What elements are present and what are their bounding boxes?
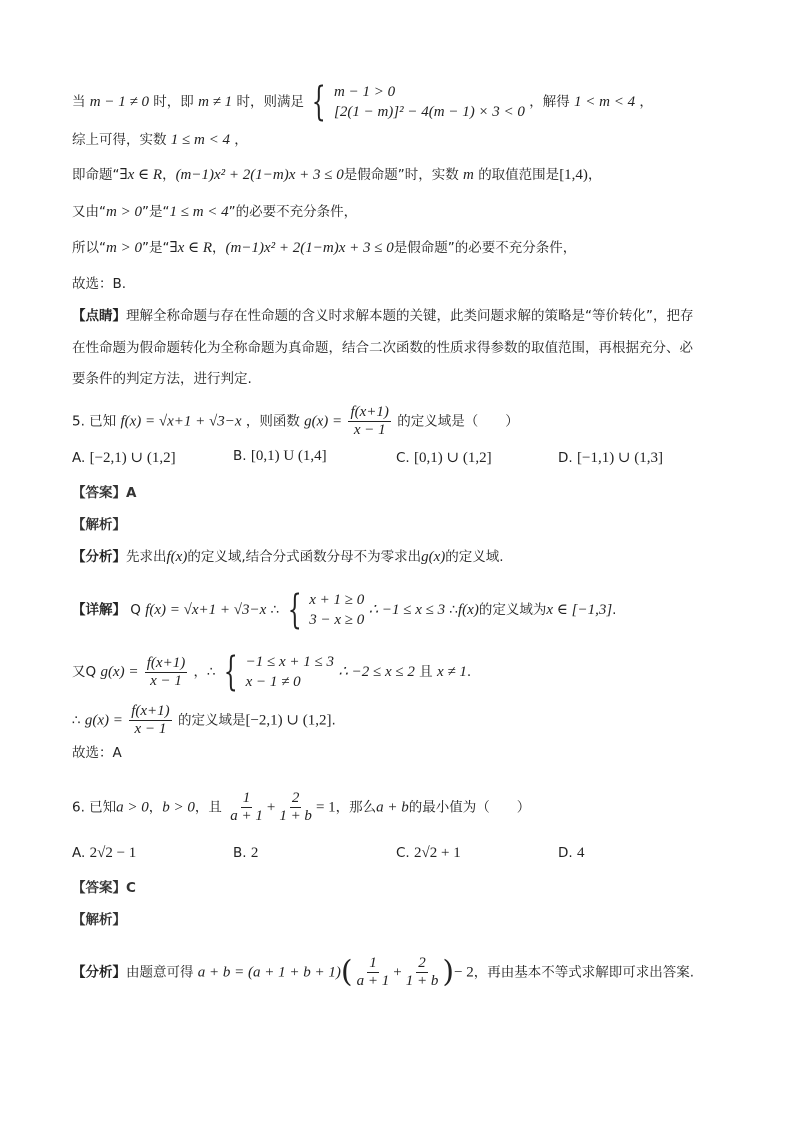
fraction — [129, 703, 171, 738]
math: g(x) = — [100, 664, 139, 680]
math: b > 0 — [162, 799, 195, 816]
fraction — [228, 790, 265, 825]
math: ∴ −2 ≤ x ≤ 2 — [338, 664, 415, 680]
denominator: x − 1 — [150, 672, 182, 689]
system-row: −1 ≤ x + 1 ≤ 3 — [245, 654, 335, 670]
system-row: m − 1 > 0 — [334, 84, 396, 100]
denominator: 1 + b — [405, 973, 439, 989]
system-row: x − 1 ≠ 0 — [245, 674, 301, 690]
line-p7-3: 要条件的判定方法，进行判定. — [72, 371, 252, 387]
math: m ≠ 1 — [198, 94, 233, 110]
math: x ∈ [−1,3] — [546, 602, 613, 618]
math: f(x) — [166, 549, 188, 565]
text: 的定义域. — [445, 549, 504, 565]
math: a > 0 — [116, 799, 149, 816]
answer: 【答案】A — [72, 485, 137, 501]
option-label: B. — [233, 845, 247, 861]
fraction — [355, 955, 392, 990]
math: [1,4) — [559, 167, 588, 183]
math: m > 0 — [106, 240, 142, 256]
text: 先求出 — [126, 549, 167, 565]
option-label: D. — [558, 450, 573, 466]
option-value: [−1,1) ∪ (1,3] — [576, 450, 663, 466]
text: ， — [639, 94, 653, 110]
text: ∴ — [72, 712, 81, 729]
text: 的最小值为（ ） — [408, 799, 531, 816]
math: g(x) = — [84, 712, 123, 729]
numerator: 2 — [291, 790, 300, 806]
text: ∴ — [270, 602, 280, 618]
system-row: x + 1 ≥ 0 — [309, 592, 365, 608]
denominator: 1 + b — [279, 808, 312, 824]
math: + — [266, 799, 276, 816]
line-p7-1 — [72, 306, 694, 326]
q6-option-a[interactable] — [72, 845, 136, 862]
math: [−2,1) ∪ (1,2] — [245, 712, 332, 729]
text: 当 — [72, 94, 86, 110]
analysis-heading: 【解析】 — [72, 517, 126, 533]
q6-option-c[interactable] — [396, 845, 461, 862]
question-5 — [72, 404, 519, 439]
text: . — [331, 712, 336, 729]
text: ， — [587, 167, 602, 183]
analysis-heading: 【解析】 — [72, 912, 126, 928]
math: x ≠ 1 — [436, 664, 467, 680]
option-label: A. — [72, 450, 86, 466]
text: . — [612, 602, 617, 618]
text: . — [466, 664, 472, 680]
math: f(x) = √x+1 + √3−x — [145, 602, 267, 618]
text: 由题意可得 — [126, 964, 194, 981]
option-value: 2√2 − 1 — [89, 845, 137, 861]
question-number: 6. 已知 — [72, 799, 117, 816]
choice: 故选：A — [72, 745, 122, 761]
text: 即命题“ — [72, 167, 120, 183]
text: 的取值范围是 — [478, 167, 560, 183]
denominator: x − 1 — [134, 721, 167, 737]
math: g(x) = — [304, 413, 343, 430]
tag: 【点睛】 — [72, 308, 126, 324]
option-value: [0,1) U (1,4] — [250, 448, 327, 464]
q5-option-b[interactable] — [233, 448, 327, 465]
text: 又Q — [72, 664, 97, 680]
text: 综上可得，实数 — [72, 132, 167, 148]
text: ，则函数 — [245, 413, 300, 430]
option-label: C. — [396, 450, 410, 466]
q5-option-c[interactable] — [396, 448, 492, 467]
text: ， — [234, 132, 248, 148]
text: 的定义域,结合分式函数分母不为零求出 — [187, 549, 422, 565]
numerator: f(x+1) — [131, 703, 170, 719]
detail-solution-2 — [72, 649, 472, 695]
option-value: 2 — [250, 845, 259, 861]
text: ，且 — [194, 799, 222, 816]
denominator: a + 1 — [230, 808, 263, 824]
text: ， — [212, 240, 226, 256]
q5-option-a[interactable] — [72, 448, 176, 467]
denominator: a + 1 — [356, 973, 390, 989]
text: ”的必要不充分条件， — [228, 204, 358, 220]
brace: { — [223, 649, 238, 695]
paren-right: ) — [442, 954, 455, 990]
math: m − 1 ≠ 0 — [89, 94, 149, 110]
math: 1 < m < 4 — [574, 94, 636, 110]
text: 的定义域是（ ） — [397, 413, 519, 430]
text: ，∴ — [193, 664, 216, 680]
option-value: [−2,1) ∪ (1,2] — [89, 450, 176, 466]
q5-option-d[interactable] — [558, 448, 663, 467]
tag: 【分析】 — [72, 964, 126, 981]
math: − 2 — [454, 964, 474, 981]
math: (m−1)x² + 2(1−m)x + 3 ≤ 0 — [225, 240, 394, 256]
line-p2 — [72, 130, 248, 150]
option-value: 4 — [576, 845, 585, 861]
fraction — [348, 404, 390, 439]
text: Q — [130, 602, 141, 618]
option-value: 2√2 + 1 — [414, 845, 461, 861]
text: ”是“ — [141, 204, 170, 220]
text: ， — [148, 799, 163, 816]
math: (m−1)x² + 2(1−m)x + 3 ≤ 0 — [175, 167, 344, 183]
text: ，解得 — [529, 94, 570, 110]
numerator: 2 — [418, 955, 426, 971]
text: 且 — [419, 664, 433, 680]
math: = 1 — [315, 799, 336, 816]
math: a + b — [376, 799, 409, 816]
text: 的定义域为 — [478, 602, 547, 618]
math: ∃x ∈ R — [119, 167, 163, 183]
line-p4 — [72, 202, 357, 222]
analysis — [72, 547, 504, 567]
question-6 — [72, 790, 530, 825]
system — [309, 590, 364, 630]
line-p6: 故选：B. — [72, 276, 127, 292]
text: 的定义域是 — [177, 712, 246, 729]
line-p3 — [72, 165, 601, 185]
text: 时，则满足 — [236, 94, 304, 110]
tag: 【详解】 — [72, 602, 126, 618]
system-row: 3 − x ≥ 0 — [309, 612, 365, 628]
text: 时，即 — [153, 94, 194, 110]
math: m > 0 — [106, 204, 142, 220]
detail-solution — [72, 587, 617, 633]
conclusion — [72, 703, 336, 738]
numerator: f(x+1) — [146, 654, 186, 671]
text: ， — [162, 167, 176, 183]
math: ∃x ∈ R — [169, 240, 213, 256]
line-p5 — [72, 238, 576, 258]
option-label: B. — [233, 448, 247, 464]
paren-left: ( — [340, 954, 353, 990]
math: + — [393, 964, 402, 981]
option-value: [0,1) ∪ (1,2] — [414, 450, 492, 466]
fraction — [145, 655, 187, 690]
text: 又由“ — [72, 204, 106, 220]
math: m — [463, 167, 474, 183]
option-label: C. — [396, 845, 410, 861]
text: ，那么 — [335, 799, 377, 816]
math: g(x) — [421, 549, 446, 565]
math: 1 ≤ m < 4 — [170, 132, 230, 148]
text: 理解全称命题与存在性命题的含义时求解本题的关键，此类问题求解的策略是“等价转化”，把存 — [126, 308, 694, 324]
text: ，再由基本不等式求解即可求出答案. — [473, 964, 695, 981]
numerator: f(x+1) — [350, 404, 389, 420]
math: ∴ −1 ≤ x ≤ 3 — [368, 602, 446, 618]
numerator: 1 — [369, 955, 377, 971]
tag: 【分析】 — [72, 549, 126, 565]
answer: 【答案】C — [72, 880, 136, 896]
system — [246, 652, 334, 692]
option-label: A. — [72, 845, 86, 861]
text: ∴ — [449, 602, 459, 618]
math: f(x) = √x+1 + √3−x — [120, 413, 242, 430]
system — [334, 82, 525, 122]
q6-option-d[interactable] — [558, 845, 584, 862]
text: ”是“ — [141, 240, 170, 256]
brace: { — [287, 587, 302, 633]
question-number: 5. 已知 — [72, 413, 117, 430]
brace: { — [311, 79, 326, 125]
denominator: x − 1 — [353, 422, 386, 438]
q6-option-b[interactable] — [233, 845, 258, 862]
fraction — [277, 790, 314, 825]
option-label: D. — [558, 845, 573, 861]
text: 是假命题”时，实数 — [343, 167, 459, 183]
line-p1 — [72, 79, 653, 125]
math: f(x) — [458, 602, 479, 618]
fraction — [404, 955, 441, 990]
analysis — [72, 955, 694, 990]
numerator: 1 — [242, 790, 251, 806]
math: 1 ≤ m < 4 — [169, 204, 229, 220]
line-p7-2: 在性命题为假命题转化为全称命题为真命题，结合二次函数的性质求得参数的取值范围，再根据充分、必 — [72, 340, 693, 356]
text: 是假命题”的必要不充分条件， — [393, 240, 577, 256]
text: 所以“ — [72, 240, 106, 256]
math: a + b = (a + 1 + b + 1) — [197, 964, 341, 981]
system-row: [2(1 − m)]² − 4(m − 1) × 3 < 0 — [334, 104, 525, 120]
